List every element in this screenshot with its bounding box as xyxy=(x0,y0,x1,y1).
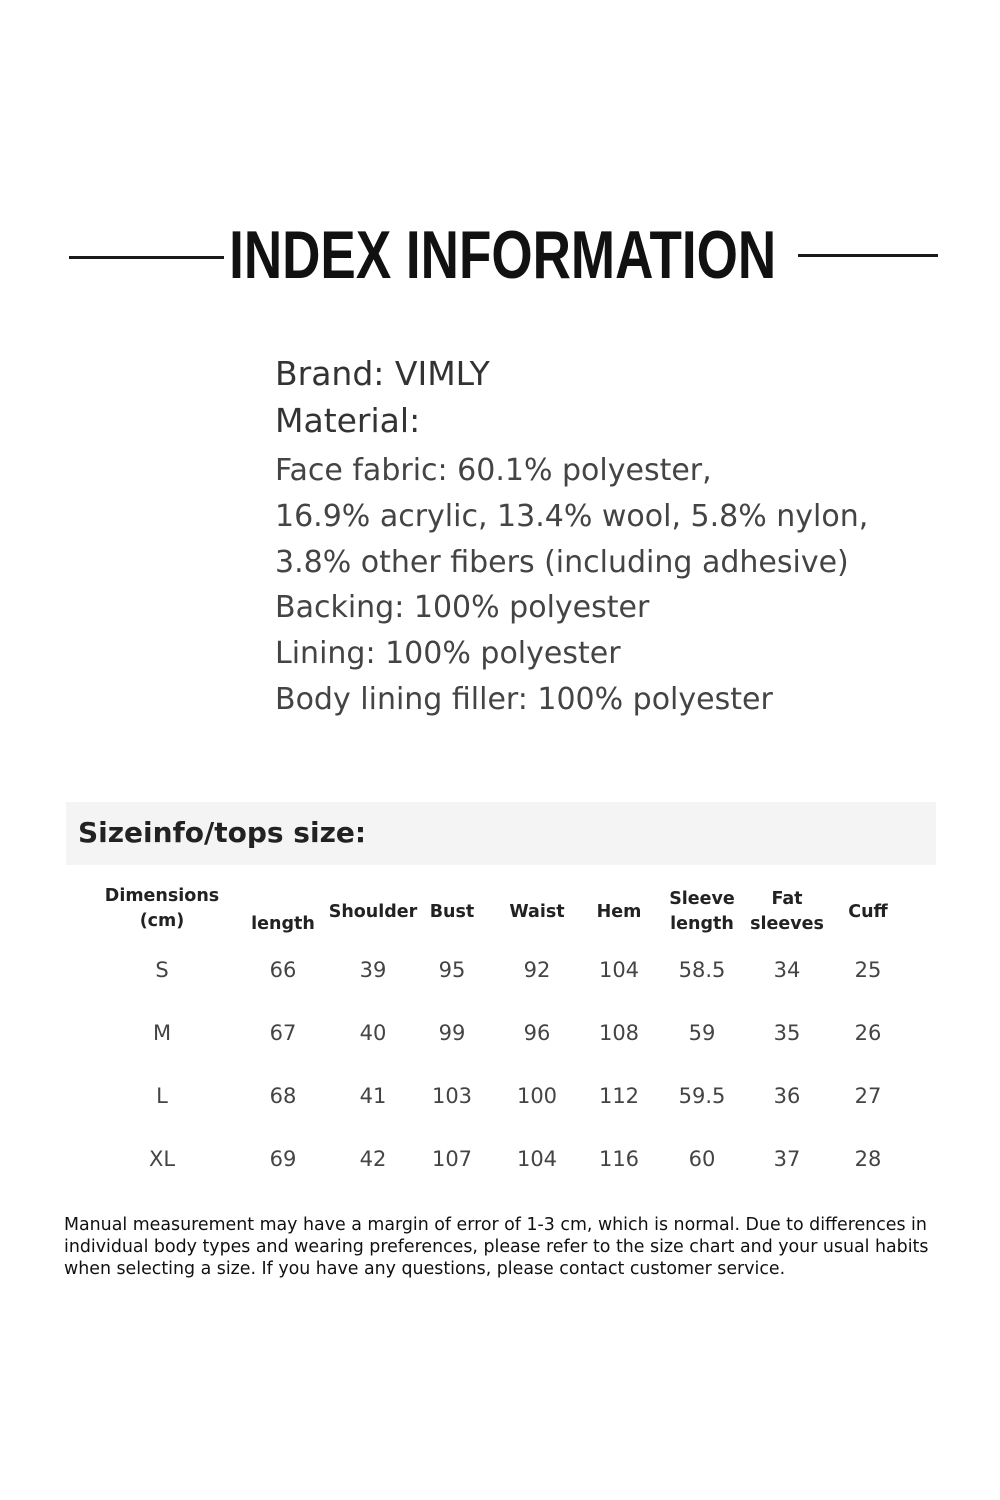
size-value-cell: 68 xyxy=(269,1084,297,1108)
measurement-note: Manual measurement may have a margin of error of 1-3 cm, which is normal. Due to differences in individual body types and wearing preferences, please refer to the size chart and your usual habits when selecting a size. If you have any questions, please contact customer service. xyxy=(64,1215,929,1279)
size-value-cell: 60 xyxy=(688,1147,716,1171)
size-table-header xyxy=(669,887,735,937)
size-table-header xyxy=(329,900,418,925)
material-line: Lining: 100% polyester xyxy=(275,636,621,672)
size-label-cell: XL xyxy=(148,1147,176,1171)
size-value-cell: 27 xyxy=(854,1084,882,1108)
size-table-header-line: Cuff xyxy=(848,902,888,922)
size-value-cell: 39 xyxy=(359,958,387,982)
size-value-cell: 103 xyxy=(431,1084,473,1108)
size-value-cell: 104 xyxy=(598,958,640,982)
size-value-cell: 108 xyxy=(598,1021,640,1045)
size-value-cell: 96 xyxy=(523,1021,551,1045)
product-info xyxy=(275,350,868,723)
size-value-cell: 58.5 xyxy=(678,958,726,982)
size-table-header xyxy=(597,900,642,925)
size-value-cell: 59.5 xyxy=(678,1084,726,1108)
material-label: Material: xyxy=(275,401,421,440)
size-value-cell: 112 xyxy=(598,1084,640,1108)
size-table-header-line: Shoulder xyxy=(328,902,418,922)
size-table-header xyxy=(848,900,887,925)
material-line: Face fabric: 60.1% polyester, xyxy=(275,453,712,488)
size-label-cell: S xyxy=(155,958,169,982)
material-line: Body lining filler: 100% polyester xyxy=(275,681,773,717)
size-value-cell: 36 xyxy=(773,1084,801,1108)
material-line: 3.8% other fibers (including adhesive) xyxy=(275,544,849,580)
size-value-cell: 104 xyxy=(516,1147,558,1171)
material-line: Backing: 100% polyester xyxy=(275,590,650,626)
size-label-cell: M xyxy=(152,1021,172,1045)
brand-line: Brand: VIMLY xyxy=(275,354,490,393)
size-table-header xyxy=(105,884,219,934)
size-table-header-line: sleeves xyxy=(750,914,824,934)
size-table-header-line: length xyxy=(251,914,315,934)
size-table-header xyxy=(251,912,315,937)
size-value-cell: 34 xyxy=(773,958,801,982)
size-label-cell: L xyxy=(156,1084,168,1108)
size-value-cell: 28 xyxy=(854,1147,882,1171)
size-value-cell: 25 xyxy=(854,958,882,982)
size-value-cell: 26 xyxy=(854,1021,882,1045)
size-value-cell: 37 xyxy=(773,1147,801,1171)
size-table-heading-text: Sizeinfo/tops size: xyxy=(78,816,367,849)
size-table-header-line: Hem xyxy=(596,902,642,922)
size-value-cell: 35 xyxy=(773,1021,801,1045)
size-table-header-line: Waist xyxy=(509,902,565,922)
page-title: INDEX INFORMATION xyxy=(229,217,777,293)
size-value-cell: 67 xyxy=(269,1021,297,1045)
size-table-header xyxy=(509,900,564,925)
size-table-header xyxy=(750,887,824,937)
size-value-cell: 42 xyxy=(359,1147,387,1171)
material-list xyxy=(275,448,868,723)
size-table-header xyxy=(430,900,475,925)
size-table-header-line: Bust xyxy=(429,902,475,922)
size-table-header-line: Dimensions xyxy=(104,886,220,906)
title-divider-right xyxy=(798,254,938,257)
size-value-cell: 69 xyxy=(269,1147,297,1171)
size-value-cell: 92 xyxy=(523,958,551,982)
size-value-cell: 95 xyxy=(438,958,466,982)
size-table-header-line: length xyxy=(670,914,734,934)
size-value-cell: 66 xyxy=(269,958,297,982)
size-table-header-line: Fat xyxy=(771,889,803,909)
size-table-heading xyxy=(66,802,936,865)
size-table-header-line: Sleeve xyxy=(669,889,735,909)
material-line: 16.9% acrylic, 13.4% wool, 5.8% nylon, xyxy=(275,498,869,534)
size-value-cell: 116 xyxy=(598,1147,640,1171)
size-value-cell: 40 xyxy=(359,1021,387,1045)
size-table-header-line: (cm) xyxy=(139,911,185,931)
size-value-cell: 59 xyxy=(688,1021,716,1045)
size-value-cell: 100 xyxy=(516,1084,558,1108)
size-value-cell: 41 xyxy=(359,1084,387,1108)
size-value-cell: 107 xyxy=(431,1147,473,1171)
size-value-cell: 99 xyxy=(438,1021,466,1045)
